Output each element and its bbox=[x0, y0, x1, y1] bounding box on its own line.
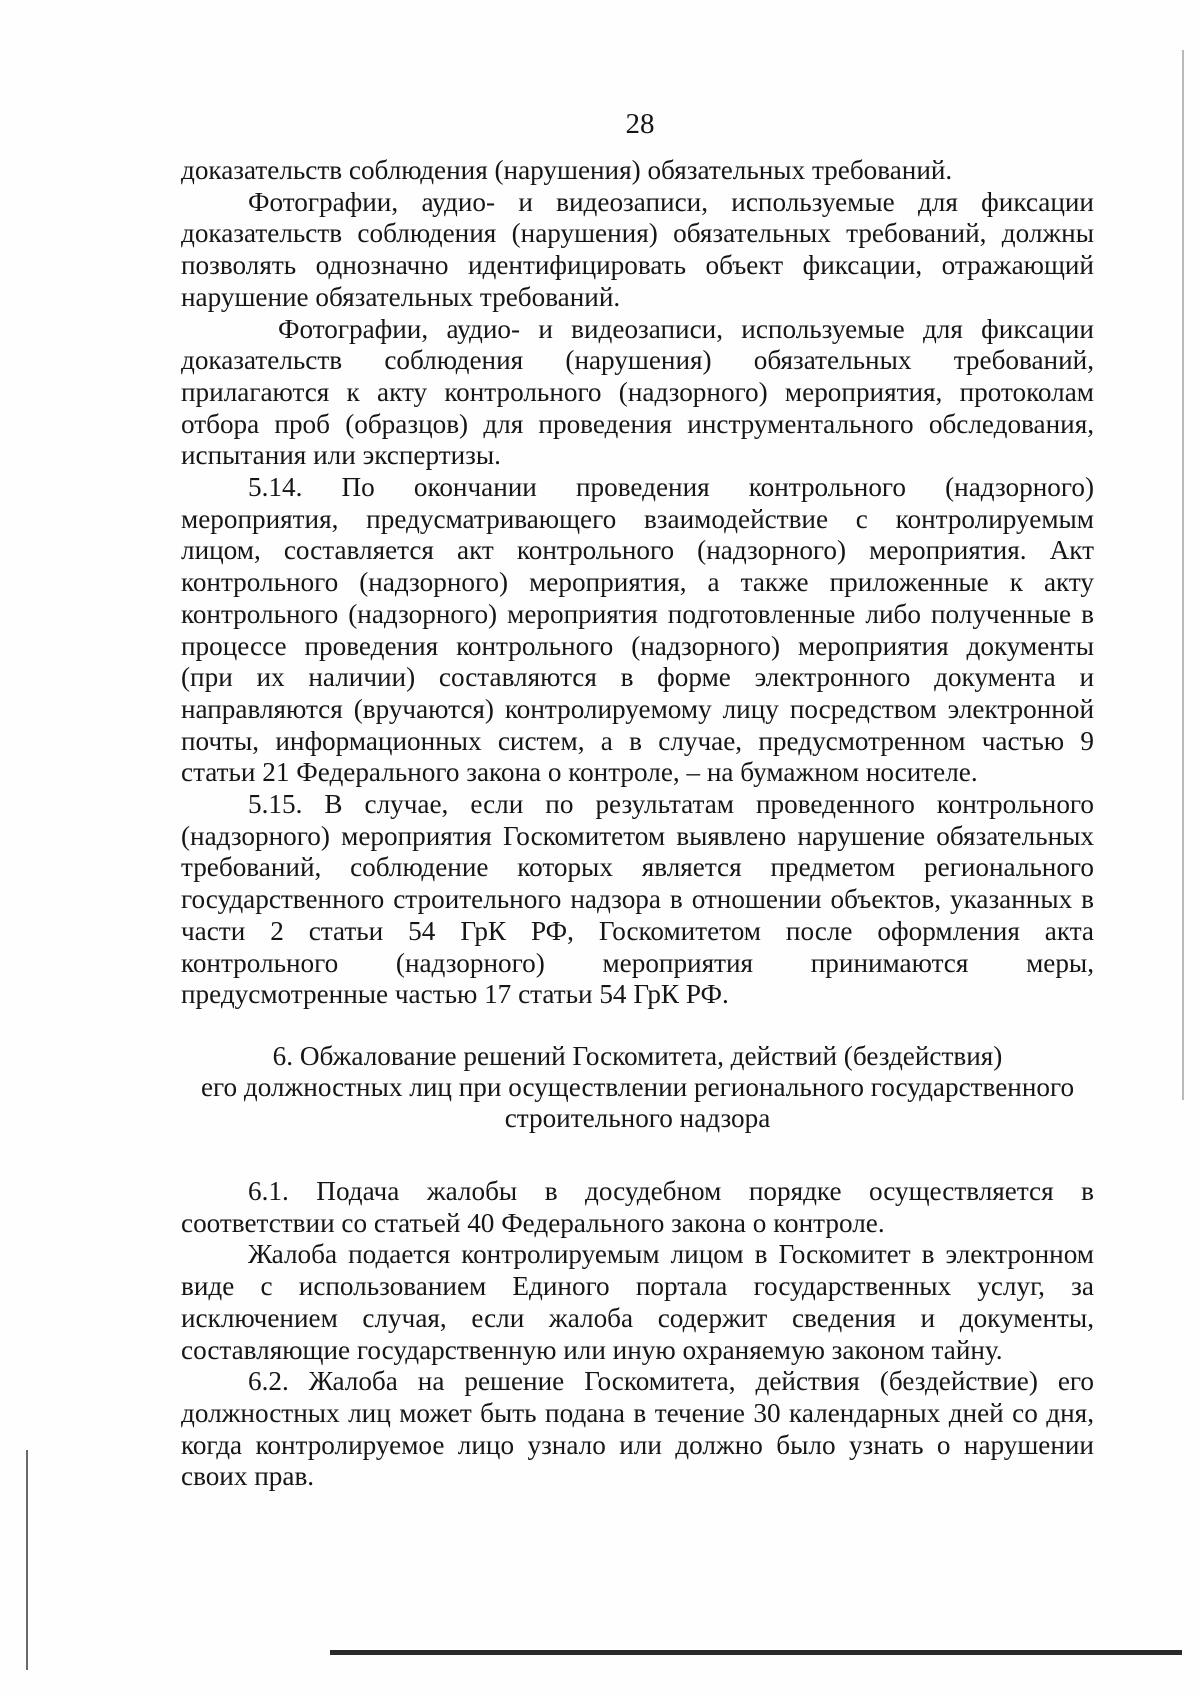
section-title-line-3: строительного надзора bbox=[504, 1102, 771, 1133]
paragraph-5-15: 5.15. В случае, если по результатам проведенного контрольного (надзорного) мероприятия Госкомитетом выявлено нарушение обязательных требований, соблюдение которых является предметом регионального государственного строительного надзора в отношении объектов, указанных в части 2 статьи 54 ГрК РФ, Госкомитетом после оформления акта контрольного (надзорного) мероприятия принимаются меры, предусмотренные частью 17 статьи 54 ГрК РФ. bbox=[181, 789, 1094, 1010]
paragraph-photos-requirements: Фотографии, аудио- и видеозаписи, используемые для фиксации доказательств соблюдения (нарушения) обязательных требований, должны позволять однозначно идентифицировать объект фиксации, отражающий нарушение обязательных требований. bbox=[181, 186, 1094, 312]
page-number: 28 bbox=[625, 108, 655, 140]
scan-edge-line-right bbox=[1182, 50, 1184, 1100]
paragraph-complaint-electronic: Жалоба подается контролируемым лицом в Госкомитет в электронном виде с использованием Единого портала государственных услуг, за исключением случая, если жалоба содержит сведения и документы, составляющие государственную или иную охраняемую законом тайну. bbox=[181, 1239, 1094, 1365]
scan-edge-line-left bbox=[26, 1450, 28, 1670]
paragraph-continuation: доказательств соблюдения (нарушения) обязательных требований. bbox=[181, 155, 953, 185]
paragraph-6-1: 6.1. Подача жалобы в досудебном порядке осуществляется в соответствии со статьей 40 Федерального закона о контроле. bbox=[181, 1175, 1094, 1238]
paragraph-5-14: 5.14. По окончании проведения контрольного (надзорного) мероприятия, предусматривающего взаимодействие с контролируемым лицом, составляется акт контрольного (надзорного) мероприятия. Акт контрольного (надзорного) мероприятия, а также приложенные к акту контрольного (надзорного) мероприятия подготовленные либо полученные в процессе проведения контрольного (надзорного) мероприятия документы (при их наличии) составляются в форме электронного документа и направляются (вручаются) контролируемому лицу посредством электронной почты, информационных систем, а в случае, предусмотренном частью 9 статьи 21 Федерального закона о контроле, – на бумажном носителе. bbox=[181, 472, 1094, 788]
paragraph-photos-attachment: Фотографии, аудио- и видеозаписи, используемые для фиксации доказательств соблюдения (нарушения) обязательных требований, прилагаются к акту контрольного (надзорного) мероприятия, протоколам отбора проб (образцов) для проведения инструментального обследования, испытания или экспертизы. bbox=[181, 313, 1094, 471]
document-body bbox=[181, 155, 1094, 1493]
section-6-title bbox=[181, 1041, 1094, 1134]
section-title-line-2: его должностных лиц при осуществлении регионального государственного bbox=[200, 1071, 1075, 1102]
section-title-line-1: 6. Обжалование решений Госкомитета, действий (бездействия) bbox=[272, 1040, 1003, 1071]
paragraph-6-2: 6.2. Жалоба на решение Госкомитета, действия (бездействие) его должностных лиц может быть подана в течение 30 календарных дней со дня, когда контролируемое лицо узнало или должно было узнать о нарушении своих прав. bbox=[181, 1366, 1094, 1492]
scan-bottom-rule bbox=[330, 1650, 1182, 1655]
